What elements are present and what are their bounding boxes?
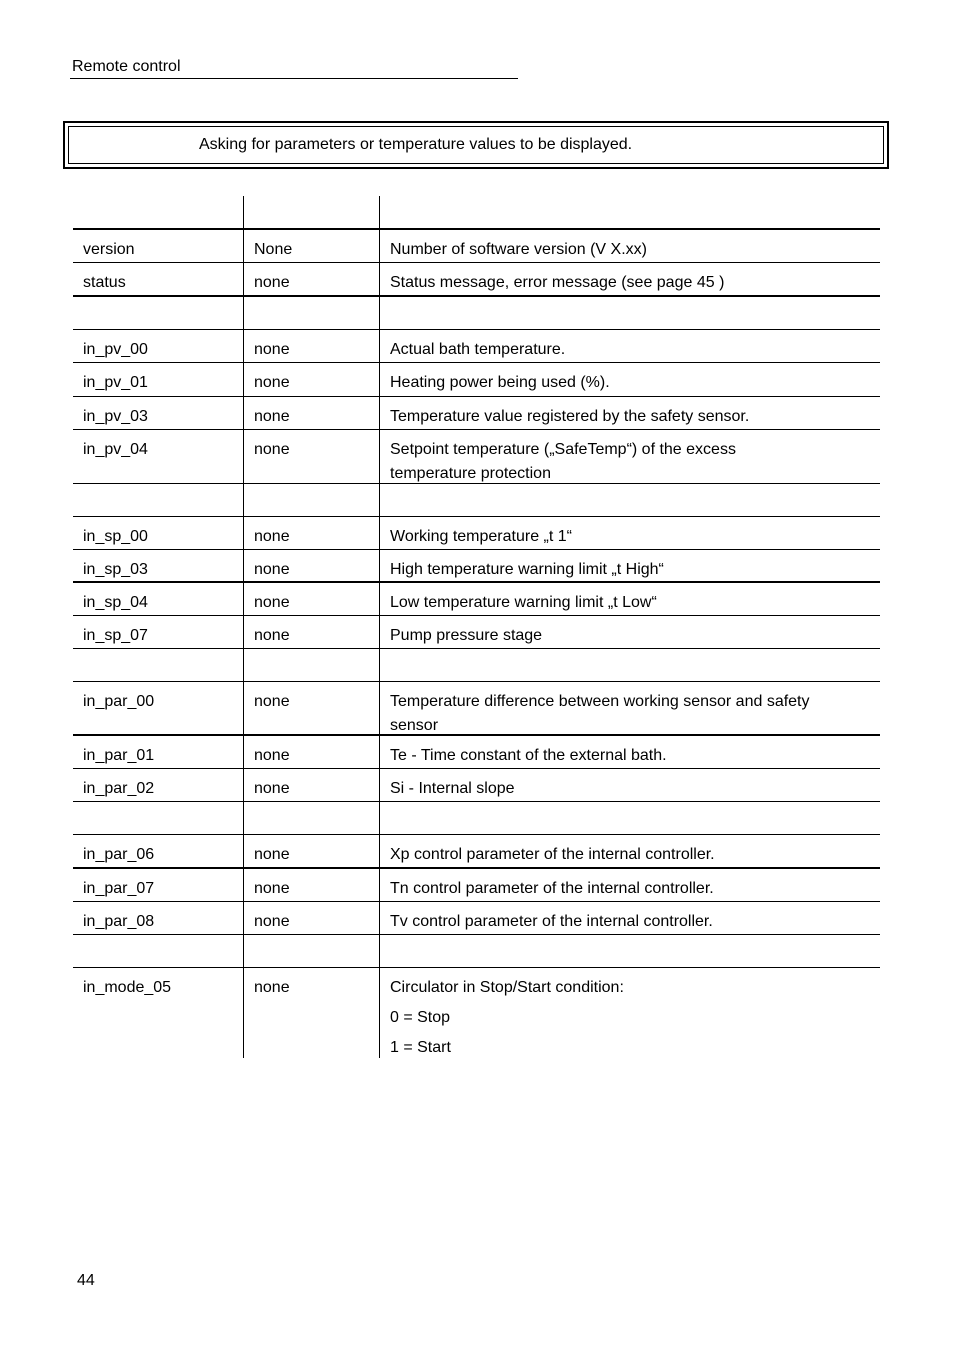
table-row	[73, 363, 880, 397]
parameter-cell: none	[243, 616, 379, 649]
command-cell: in_sp_04	[73, 583, 243, 616]
parameter-cell: none	[243, 769, 379, 802]
description-line: Xp control parameter of the internal controller.	[390, 846, 715, 863]
description-line: Actual bath temperature.	[390, 341, 566, 358]
description-cell	[379, 869, 880, 902]
description-line: Working temperature „t 1“	[390, 528, 572, 545]
parameter-cell: none	[243, 736, 379, 769]
command-cell	[73, 484, 243, 517]
command-cell: in_pv_03	[73, 397, 243, 430]
description-line: Low temperature warning limit „t Low“	[390, 594, 657, 611]
parameter-cell: None	[243, 230, 379, 263]
description-cell	[379, 297, 880, 330]
parameter-cell: none	[243, 517, 379, 550]
table-row	[73, 263, 880, 297]
description-line: Si - Internal slope	[390, 780, 515, 797]
description-line: Circulator in Stop/Start condition:	[390, 979, 624, 996]
command-cell: in_par_01	[73, 736, 243, 769]
table-row	[73, 835, 880, 869]
description-line: Setpoint temperature („SafeTemp“) of the excess	[390, 441, 736, 458]
table-row	[73, 682, 880, 736]
command-cell: in_pv_04	[73, 430, 243, 484]
command-cell: in_par_08	[73, 902, 243, 935]
description-line: Temperature value registered by the safety sensor.	[390, 408, 750, 425]
table-row	[73, 583, 880, 616]
description-cell	[379, 616, 880, 649]
section-banner-text: Asking for parameters or temperature values to be displayed.	[199, 136, 633, 153]
command-cell: in_par_06	[73, 835, 243, 869]
description-cell	[379, 230, 880, 263]
table-row	[73, 550, 880, 583]
command-cell: in_par_02	[73, 769, 243, 802]
parameter-cell: none	[243, 583, 379, 616]
section-banner	[63, 121, 889, 169]
parameter-cell: none	[243, 682, 379, 736]
table-row	[73, 230, 880, 263]
table-row	[73, 902, 880, 935]
description-cell	[379, 935, 880, 968]
description-cell	[379, 736, 880, 769]
running-header	[70, 58, 518, 79]
description-cell	[379, 263, 880, 297]
command-cell: in_pv_00	[73, 330, 243, 363]
parameter-cell: none	[243, 902, 379, 935]
description-line: 0 = Stop	[390, 1009, 451, 1026]
parameter-cell: none	[243, 363, 379, 397]
table-row	[73, 802, 880, 835]
description-line: High temperature warning limit „t High“	[390, 561, 664, 578]
parameter-cell: none	[243, 550, 379, 583]
table-row	[73, 397, 880, 430]
parameter-cell	[243, 649, 379, 682]
command-cell: in_mode_05	[83, 979, 172, 996]
description-line: Pump pressure stage	[390, 627, 543, 644]
table-row	[73, 297, 880, 330]
description-line: Te - Time constant of the external bath.	[390, 747, 667, 764]
description-cell	[379, 649, 880, 682]
description-cell	[379, 968, 880, 1058]
parameter-cell: none	[243, 263, 379, 297]
command-cell	[73, 297, 243, 330]
parameter-cell	[243, 297, 379, 330]
table-row	[73, 484, 880, 517]
description-cell	[379, 835, 880, 869]
description-line: Tv control parameter of the internal controller.	[390, 913, 713, 930]
description-line: Heating power being used (%).	[390, 374, 610, 391]
description-cell	[379, 330, 880, 363]
parameter-cell: none	[243, 397, 379, 430]
page-number: 44	[77, 1272, 95, 1289]
table-row	[73, 649, 880, 682]
parameter-cell	[243, 802, 379, 835]
description-line: 1 = Start	[390, 1039, 451, 1056]
description-cell	[379, 802, 880, 835]
table-row	[73, 330, 880, 363]
description-cell	[379, 769, 880, 802]
parameter-cell: none	[243, 430, 379, 484]
description-cell	[379, 550, 880, 583]
command-cell: in_par_00	[73, 682, 243, 736]
table-row	[73, 517, 880, 550]
command-cell: in_pv_01	[73, 363, 243, 397]
table-row	[73, 616, 880, 649]
parameter-cell	[243, 484, 379, 517]
description-line: Status message, error message (see page 45 )	[390, 274, 725, 291]
command-table	[73, 196, 880, 1058]
parameter-cell: none	[243, 968, 379, 1058]
running-header-title: Remote control	[72, 58, 181, 75]
command-cell: status	[73, 263, 243, 297]
parameter-cell: none	[243, 835, 379, 869]
description-cell	[379, 430, 880, 484]
command-cell	[73, 196, 243, 230]
parameter-cell	[243, 196, 379, 230]
command-cell	[73, 935, 243, 968]
description-cell	[379, 682, 880, 736]
command-cell: in_par_07	[73, 869, 243, 902]
table-row	[73, 968, 880, 1058]
parameter-cell: none	[243, 869, 379, 902]
description-cell	[379, 397, 880, 430]
command-cell: in_sp_00	[73, 517, 243, 550]
table-row	[73, 769, 880, 802]
description-cell	[379, 363, 880, 397]
command-cell: in_sp_03	[73, 550, 243, 583]
command-cell	[73, 649, 243, 682]
table-row	[73, 935, 880, 968]
description-cell	[379, 902, 880, 935]
command-cell: in_sp_07	[73, 616, 243, 649]
description-line: Number of software version (V X.xx)	[390, 241, 647, 258]
parameter-cell: none	[243, 330, 379, 363]
parameter-cell	[243, 935, 379, 968]
command-cell	[73, 802, 243, 835]
description-cell	[379, 517, 880, 550]
description-line: sensor	[390, 717, 439, 734]
description-line: Temperature difference between working sensor and safety	[390, 693, 810, 710]
table-row	[73, 869, 880, 902]
description-line: temperature protection	[390, 465, 551, 482]
description-cell	[379, 196, 880, 230]
description-cell	[379, 583, 880, 616]
description-cell	[379, 484, 880, 517]
table-row	[73, 196, 880, 230]
table-row	[73, 430, 880, 484]
description-line: Tn control parameter of the internal controller.	[390, 880, 714, 897]
table-row	[73, 736, 880, 769]
section-banner-inner	[68, 126, 884, 164]
command-cell: version	[73, 230, 243, 263]
